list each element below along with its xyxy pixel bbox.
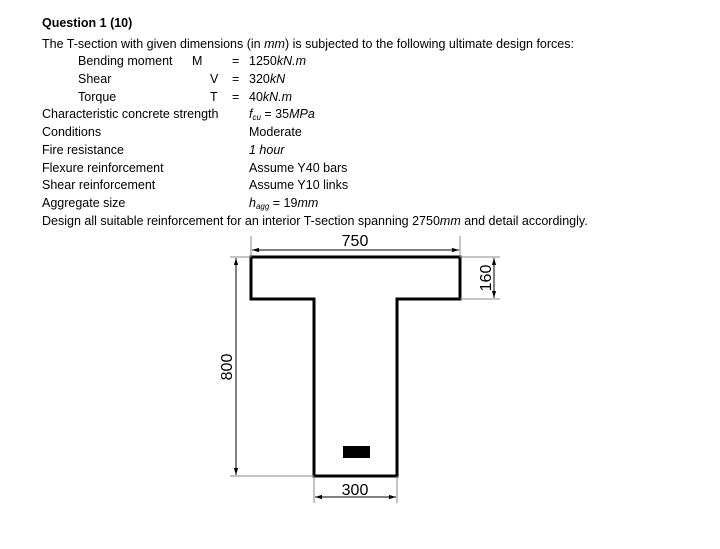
force-label-torque: Torque [78,90,117,104]
force-symbol-torque: T [210,90,218,104]
design-instruction: Design all suitable reinforcement for an interior T-section spanning 2750mm and detail accordingly. [42,214,588,228]
force-eq-torque: = [232,90,240,104]
aggregate-size-value: $h_{agg} = 19mm$ [249,196,319,211]
force-value-shear: 320kN [249,72,286,86]
flexure-reinforcement-value: Assume Y40 bars [249,161,348,175]
force-eq-shear: = [232,72,240,86]
web-width-label: 300 [341,482,369,499]
flange-width-dimension [251,233,460,257]
shear-reinforcement-label: Shear reinforcement [42,178,156,192]
conditions-value: Moderate [249,125,302,139]
force-label-shear: Shear [78,72,112,86]
force-symbol-shear: V [210,72,219,86]
force-symbol-moment: M [192,54,203,68]
web-width-dimension [314,476,397,503]
concrete-strength-value: $f_{cu} = 35MPa$ [249,107,315,122]
flange-depth-dimension [460,257,500,299]
force-value-torque: 40kN.m [249,90,293,104]
question-intro: The T-section with given dimensions (in mm) is subjected to the following ultimate design forces: [42,37,574,51]
conditions-label: Conditions [42,125,102,139]
flange-depth-label: 160 [478,264,495,292]
force-eq-moment: = [232,54,240,68]
fire-resistance-value: 1 hour [249,143,285,157]
total-depth-label: 800 [219,353,236,381]
shear-reinforcement-value: Assume Y10 links [249,178,349,192]
force-label-moment: Bending moment [78,54,173,68]
t-section-outline [251,257,460,476]
flange-width-label: 750 [341,233,369,250]
flexure-reinforcement-label: Flexure reinforcement [42,161,164,175]
question-title: Question 1 (10) [42,16,133,30]
total-depth-dimension [219,257,314,476]
rebar-marker [343,446,370,458]
concrete-strength-label: Characteristic concrete strength [42,107,219,121]
force-value-moment: 1250kN.m [249,54,306,68]
fire-resistance-label: Fire resistance [42,143,124,157]
aggregate-size-label: Aggregate size [42,196,126,210]
